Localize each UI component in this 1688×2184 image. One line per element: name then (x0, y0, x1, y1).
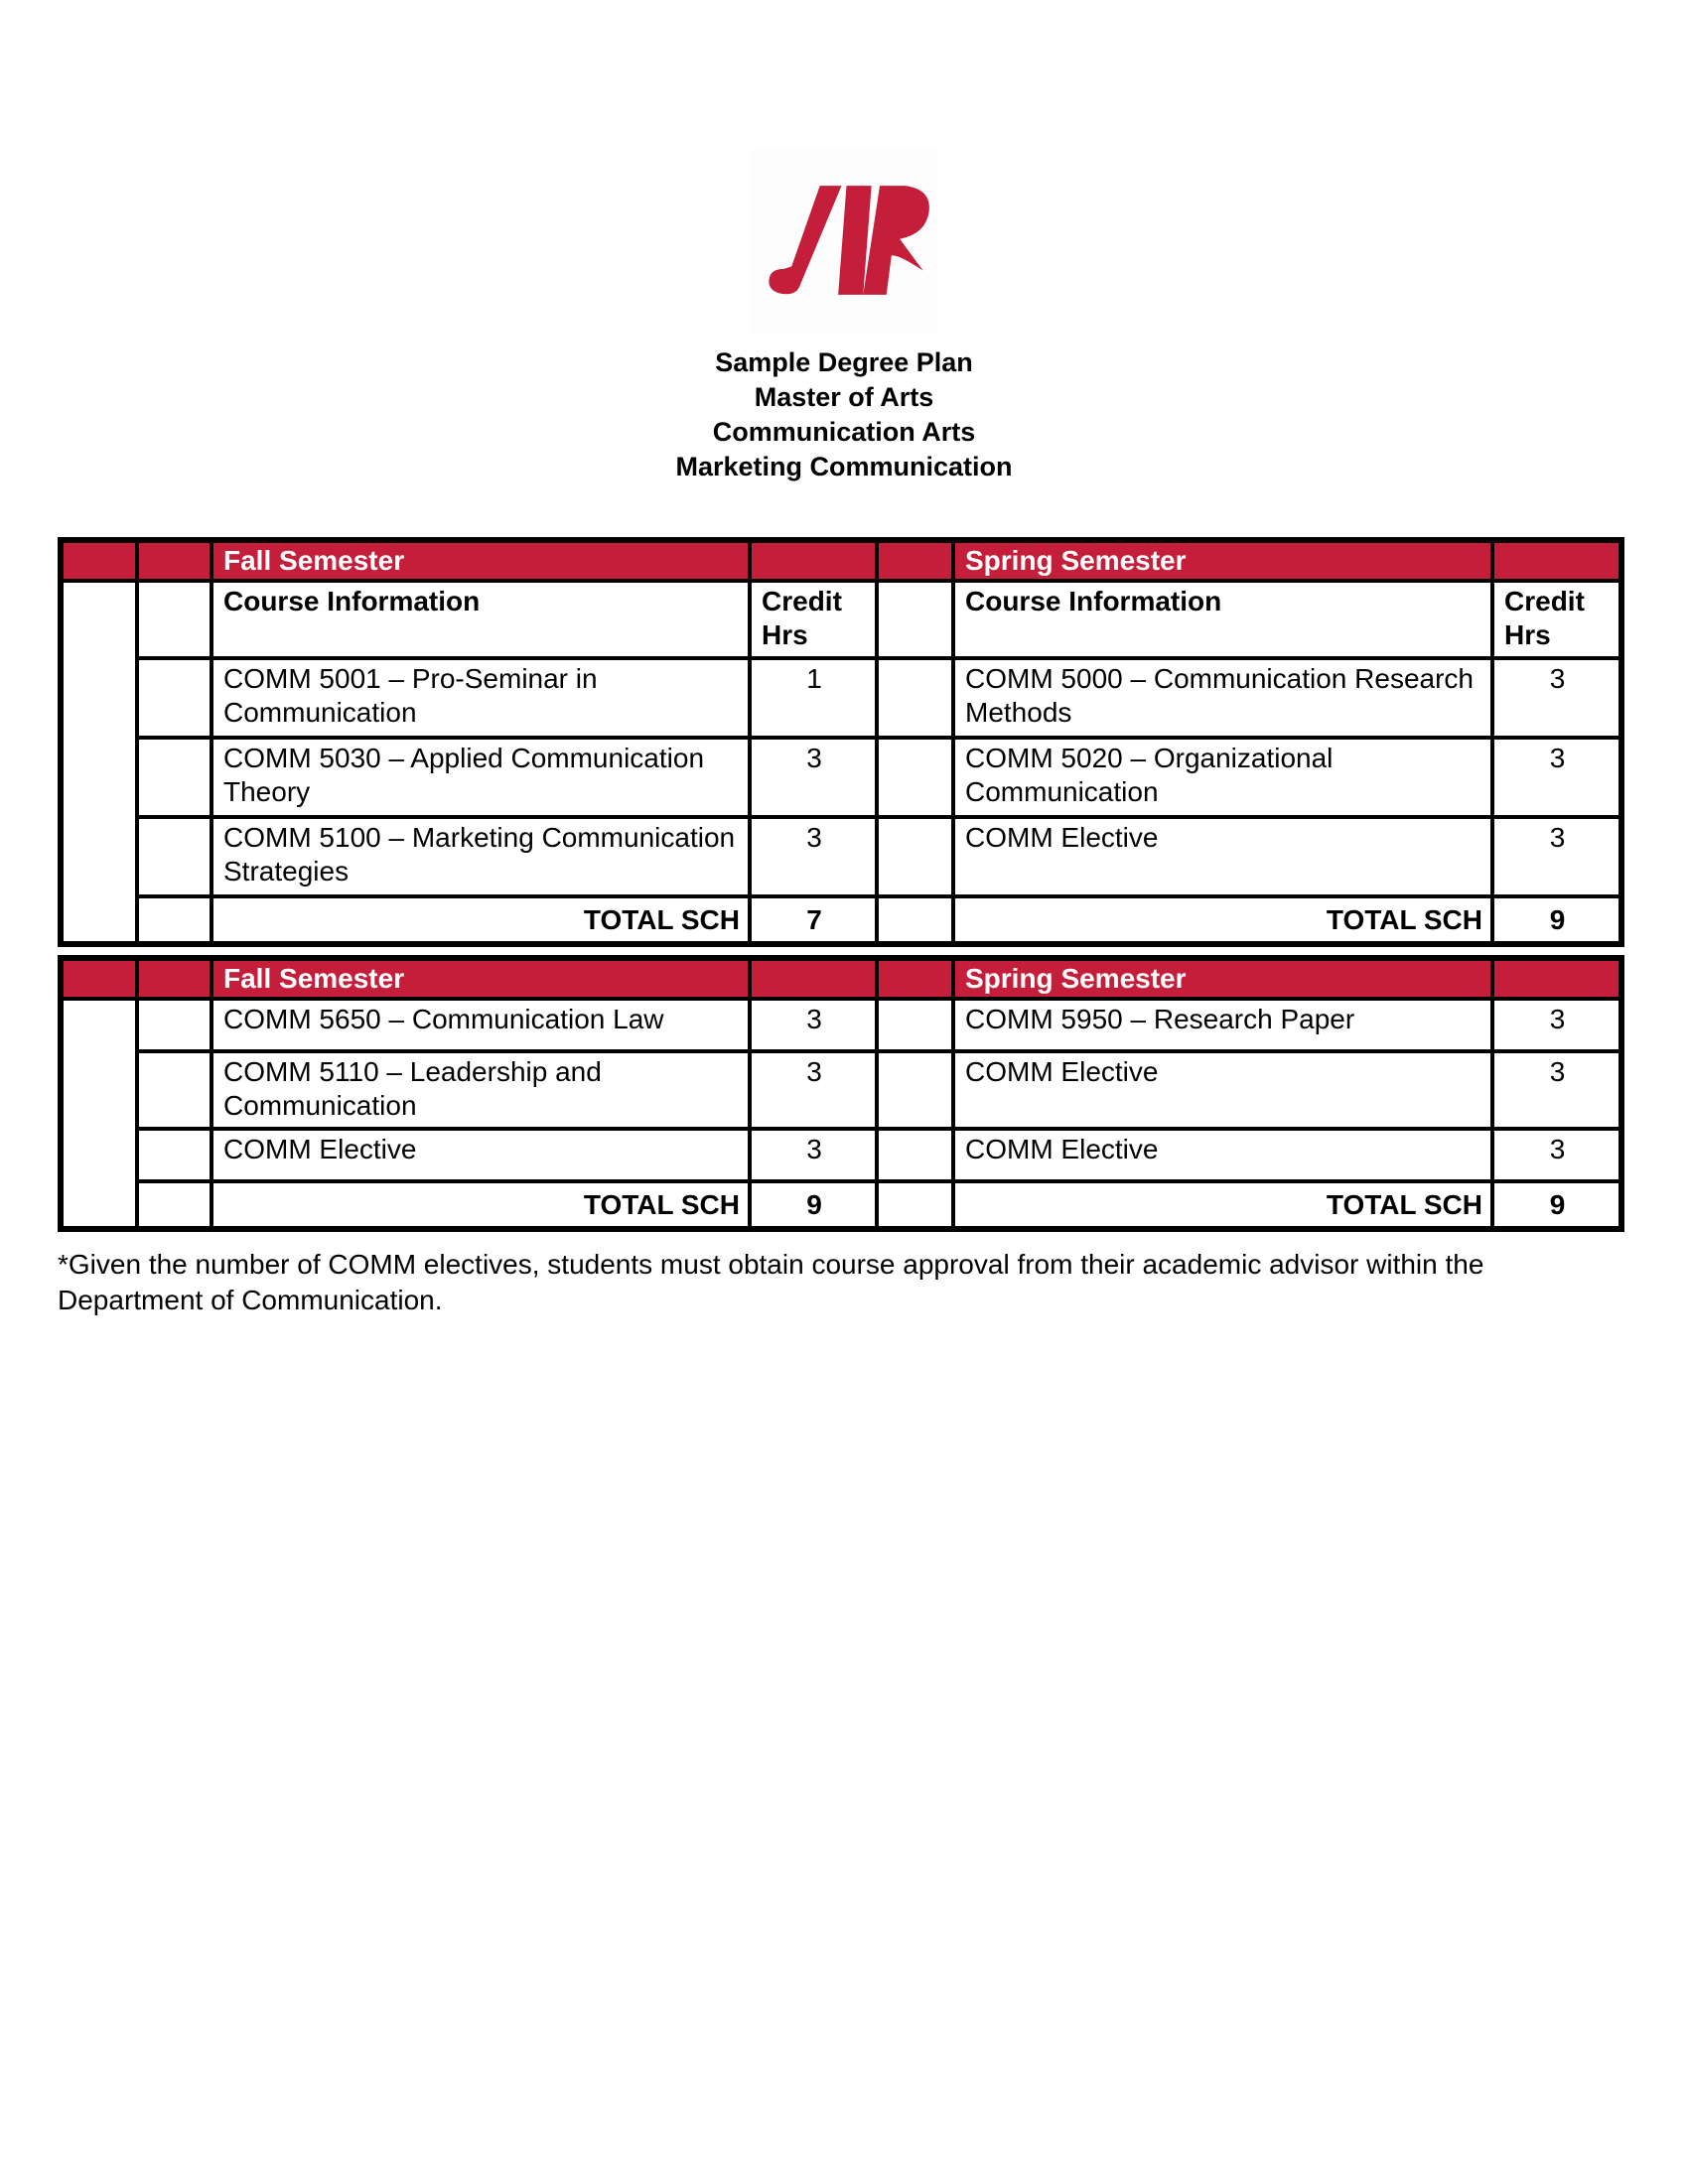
course-cell: COMM Elective (211, 1129, 750, 1181)
spacer-cell (137, 1129, 211, 1181)
spacer-cell (137, 1051, 211, 1129)
table-row (61, 658, 1621, 738)
header-spacer-cell (137, 958, 211, 999)
total-row (61, 1181, 1621, 1229)
course-cell: COMM 5950 – Research Paper (953, 999, 1492, 1051)
fall-semester-header: Fall Semester (211, 540, 750, 581)
spacer-cell (877, 738, 953, 817)
document-title-block (0, 345, 1688, 484)
title-line-program: Communication Arts (712, 417, 976, 447)
credit-cell: 3 (750, 999, 877, 1051)
credit-cell: 3 (1492, 817, 1621, 896)
spacer-cell (877, 658, 953, 738)
course-info-header: Course Information (953, 581, 1492, 658)
course-cell: COMM Elective (953, 1051, 1492, 1129)
header-spacer-cell (1492, 958, 1621, 999)
course-cell: COMM 5000 – Communication Research Methods (953, 658, 1492, 738)
course-cell: COMM 5650 – Communication Law (211, 999, 750, 1051)
credit-cell: 3 (750, 1051, 877, 1129)
course-cell: COMM Elective (953, 1129, 1492, 1181)
header-spacer-cell (137, 540, 211, 581)
spacer-cell (877, 999, 953, 1051)
column-header-row (61, 581, 1621, 658)
course-cell: COMM 5020 – Organizational Communication (953, 738, 1492, 817)
spacer-cell (137, 817, 211, 896)
header-spacer-cell (1492, 540, 1621, 581)
year-band-label: First Year (78, 675, 120, 849)
spacer-cell (877, 1181, 953, 1229)
header-spacer-cell (750, 540, 877, 581)
header-spacer-cell (61, 958, 137, 999)
course-cell: COMM 5030 – Applied Communication Theory (211, 738, 750, 817)
spring-semester-header: Spring Semester (953, 958, 1492, 999)
spacer-cell (137, 738, 211, 817)
total-sch-label: TOTAL SCH (211, 896, 750, 944)
ap-monogram-icon (757, 171, 931, 310)
spacer-cell (877, 1129, 953, 1181)
table-row (61, 1051, 1621, 1129)
electives-footnote: *Given the number of COMM electives, students must obtain course approval from their academic advisor within the Department of Communication. (58, 1249, 1484, 1315)
spacer-cell (137, 1181, 211, 1229)
header-spacer-cell (750, 958, 877, 999)
total-sch-label: TOTAL SCH (953, 1181, 1492, 1229)
first-year-table (58, 537, 1624, 947)
title-line-concentration: Marketing Communication (675, 452, 1013, 481)
total-sch-label: TOTAL SCH (211, 1181, 750, 1229)
credit-cell: 3 (1492, 1051, 1621, 1129)
credit-cell: 3 (750, 738, 877, 817)
spacer-cell (137, 999, 211, 1051)
spacer-cell (137, 658, 211, 738)
second-year-table (58, 955, 1624, 1232)
credit-cell: 3 (1492, 738, 1621, 817)
credit-cell: 3 (1492, 658, 1621, 738)
credit-hrs-header: Credit Hrs (1492, 581, 1621, 658)
course-cell: COMM 5110 – Leadership and Communication (211, 1051, 750, 1129)
spacer-cell (877, 817, 953, 896)
credit-cell: 3 (1492, 999, 1621, 1051)
year-band (61, 581, 137, 944)
credit-cell: 3 (1492, 1129, 1621, 1181)
total-row (61, 896, 1621, 944)
total-sch-label: TOTAL SCH (953, 896, 1492, 944)
total-sch-value: 9 (750, 1181, 877, 1229)
spacer-cell (877, 896, 953, 944)
header-spacer-cell (877, 958, 953, 999)
credit-cell: 3 (750, 817, 877, 896)
course-cell: COMM Elective (953, 817, 1492, 896)
credit-hrs-header: Credit Hrs (750, 581, 877, 658)
course-info-header: Course Information (211, 581, 750, 658)
table-row (61, 1129, 1621, 1181)
title-line-plan: Sample Degree Plan (715, 347, 973, 377)
fall-semester-header: Fall Semester (211, 958, 750, 999)
table-row (61, 999, 1621, 1051)
year-band (61, 999, 137, 1229)
header-spacer-cell (61, 540, 137, 581)
spacer-cell (137, 581, 211, 658)
total-sch-value: 9 (1492, 1181, 1621, 1229)
total-sch-value: 7 (750, 896, 877, 944)
semester-header-row (61, 540, 1621, 581)
title-line-degree: Master of Arts (754, 382, 934, 412)
table-row (61, 738, 1621, 817)
header-spacer-cell (877, 540, 953, 581)
semester-header-row (61, 958, 1621, 999)
year-band-label: Second Year (85, 1036, 113, 1190)
spacer-cell (877, 581, 953, 658)
table-row (61, 817, 1621, 896)
spring-semester-header: Spring Semester (953, 540, 1492, 581)
spacer-cell (877, 1051, 953, 1129)
spacer-cell (137, 896, 211, 944)
course-cell: COMM 5100 – Marketing Communication Strategies (211, 817, 750, 896)
total-sch-value: 9 (1492, 896, 1621, 944)
credit-cell: 3 (750, 1129, 877, 1181)
university-logo (750, 147, 938, 334)
course-cell: COMM 5001 – Pro-Seminar in Communication (211, 658, 750, 738)
credit-cell: 1 (750, 658, 877, 738)
